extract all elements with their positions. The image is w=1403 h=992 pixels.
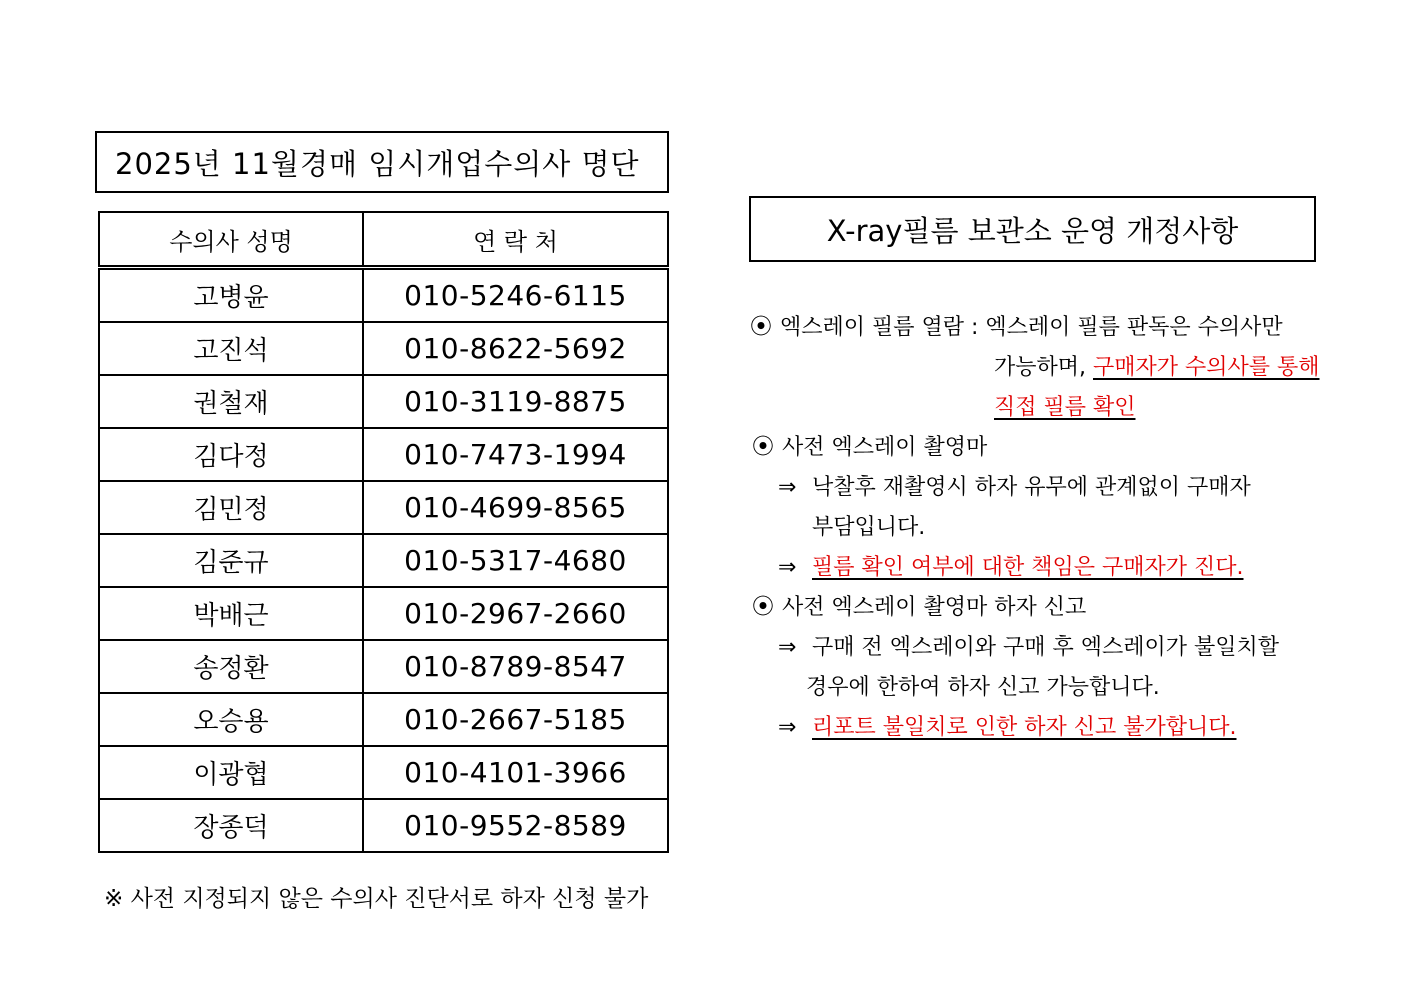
vet-phone: 010-8789-8547 (363, 640, 668, 693)
arrow-icon: ⇒ (778, 715, 797, 740)
table-header-row (99, 212, 668, 268)
bullet-icon: ⦿ (752, 595, 775, 620)
vet-name: 이광협 (99, 746, 363, 799)
notice-title-text: X-ray필름 보관소 운영 개정사항 (826, 213, 1239, 248)
notice-item-3-sub1 (778, 634, 1279, 662)
vet-name: 권철재 (99, 375, 363, 428)
vet-list-table (98, 211, 669, 853)
notice-item-3-red: 리포트 불일치로 인한 하자 신고 불가합니다. (812, 715, 1237, 740)
notice-item-3-sub1-text: 구매 전 엑스레이와 구매 후 엑스레이가 불일치할 (812, 635, 1280, 660)
vet-name: 김다정 (99, 428, 363, 481)
vet-name: 오승용 (99, 693, 363, 746)
bullet-icon: ⦿ (752, 435, 775, 460)
notice-item-1-line3 (994, 394, 1136, 422)
notice-item-2-sub1-text: 낙찰후 재촬영시 하자 유무에 관계없이 구매자 (812, 475, 1251, 500)
vet-name: 김준규 (99, 534, 363, 587)
footnote: ※ 사전 지정되지 않은 수의사 진단서로 하자 신청 불가 (104, 886, 649, 912)
page-title (95, 131, 669, 193)
arrow-icon: ⇒ (778, 475, 797, 500)
table-row (99, 693, 668, 746)
table-row (99, 534, 668, 587)
table-row (99, 799, 668, 852)
notice-item-2 (752, 434, 987, 462)
notice-item-2-red: 필름 확인 여부에 대한 책임은 구매자가 진다. (812, 555, 1244, 580)
arrow-icon: ⇒ (778, 555, 797, 580)
bullet-icon: ⦿ (750, 315, 773, 340)
notice-item-2-label: 사전 엑스레이 촬영마 (782, 435, 988, 460)
page-title-text: 2025년 11월경매 임시개업수의사 명단 (115, 146, 640, 181)
vet-name: 고진석 (99, 322, 363, 375)
arrow-icon: ⇒ (778, 635, 797, 660)
notice-item-2-sub1 (778, 474, 1251, 502)
header-contact: 연 락 처 (363, 212, 668, 268)
notice-item-1-red-2: 직접 필름 확인 (994, 395, 1136, 420)
table-row (99, 640, 668, 693)
table-row (99, 746, 668, 799)
vet-name: 박배근 (99, 587, 363, 640)
table-row (99, 322, 668, 375)
vet-name: 장종덕 (99, 799, 363, 852)
notice-item-1-label: 엑스레이 필름 열람 : 엑스레이 필름 판독은 수의사만 (780, 315, 1283, 340)
vet-name: 송정환 (99, 640, 363, 693)
vet-phone: 010-2667-5185 (363, 693, 668, 746)
notice-item-3-sub1-line2: 경우에 한하여 하자 신고 가능합니다. (806, 675, 1160, 700)
notice-item-2-sub1-line2: 부담입니다. (812, 515, 926, 540)
notice-item-1 (750, 314, 1283, 342)
vet-name: 김민정 (99, 481, 363, 534)
notice-title (749, 196, 1316, 262)
notice-item-1-line2 (994, 354, 1320, 382)
notice-item-1-red: 구매자가 수의사를 통해 (1093, 355, 1320, 380)
vet-phone: 010-4699-8565 (363, 481, 668, 534)
notice-item-3-label: 사전 엑스레이 촬영마 하자 신고 (782, 595, 1087, 620)
notice-item-2-sub2 (778, 554, 1244, 582)
table-row (99, 375, 668, 428)
vet-phone: 010-3119-8875 (363, 375, 668, 428)
table-row (99, 428, 668, 481)
table-row (99, 481, 668, 534)
vet-phone: 010-9552-8589 (363, 799, 668, 852)
notice-item-3-sub2 (778, 714, 1237, 742)
vet-name: 고병윤 (99, 268, 363, 323)
notice-item-1-plain: 가능하며, (994, 355, 1093, 380)
vet-phone: 010-2967-2660 (363, 587, 668, 640)
notice-item-3 (752, 594, 1086, 622)
vet-phone: 010-7473-1994 (363, 428, 668, 481)
vet-phone: 010-4101-3966 (363, 746, 668, 799)
vet-phone: 010-5246-6115 (363, 268, 668, 323)
vet-phone: 010-5317-4680 (363, 534, 668, 587)
vet-phone: 010-8622-5692 (363, 322, 668, 375)
header-vet-name: 수의사 성명 (99, 212, 363, 268)
table-row (99, 268, 668, 323)
table-row (99, 587, 668, 640)
